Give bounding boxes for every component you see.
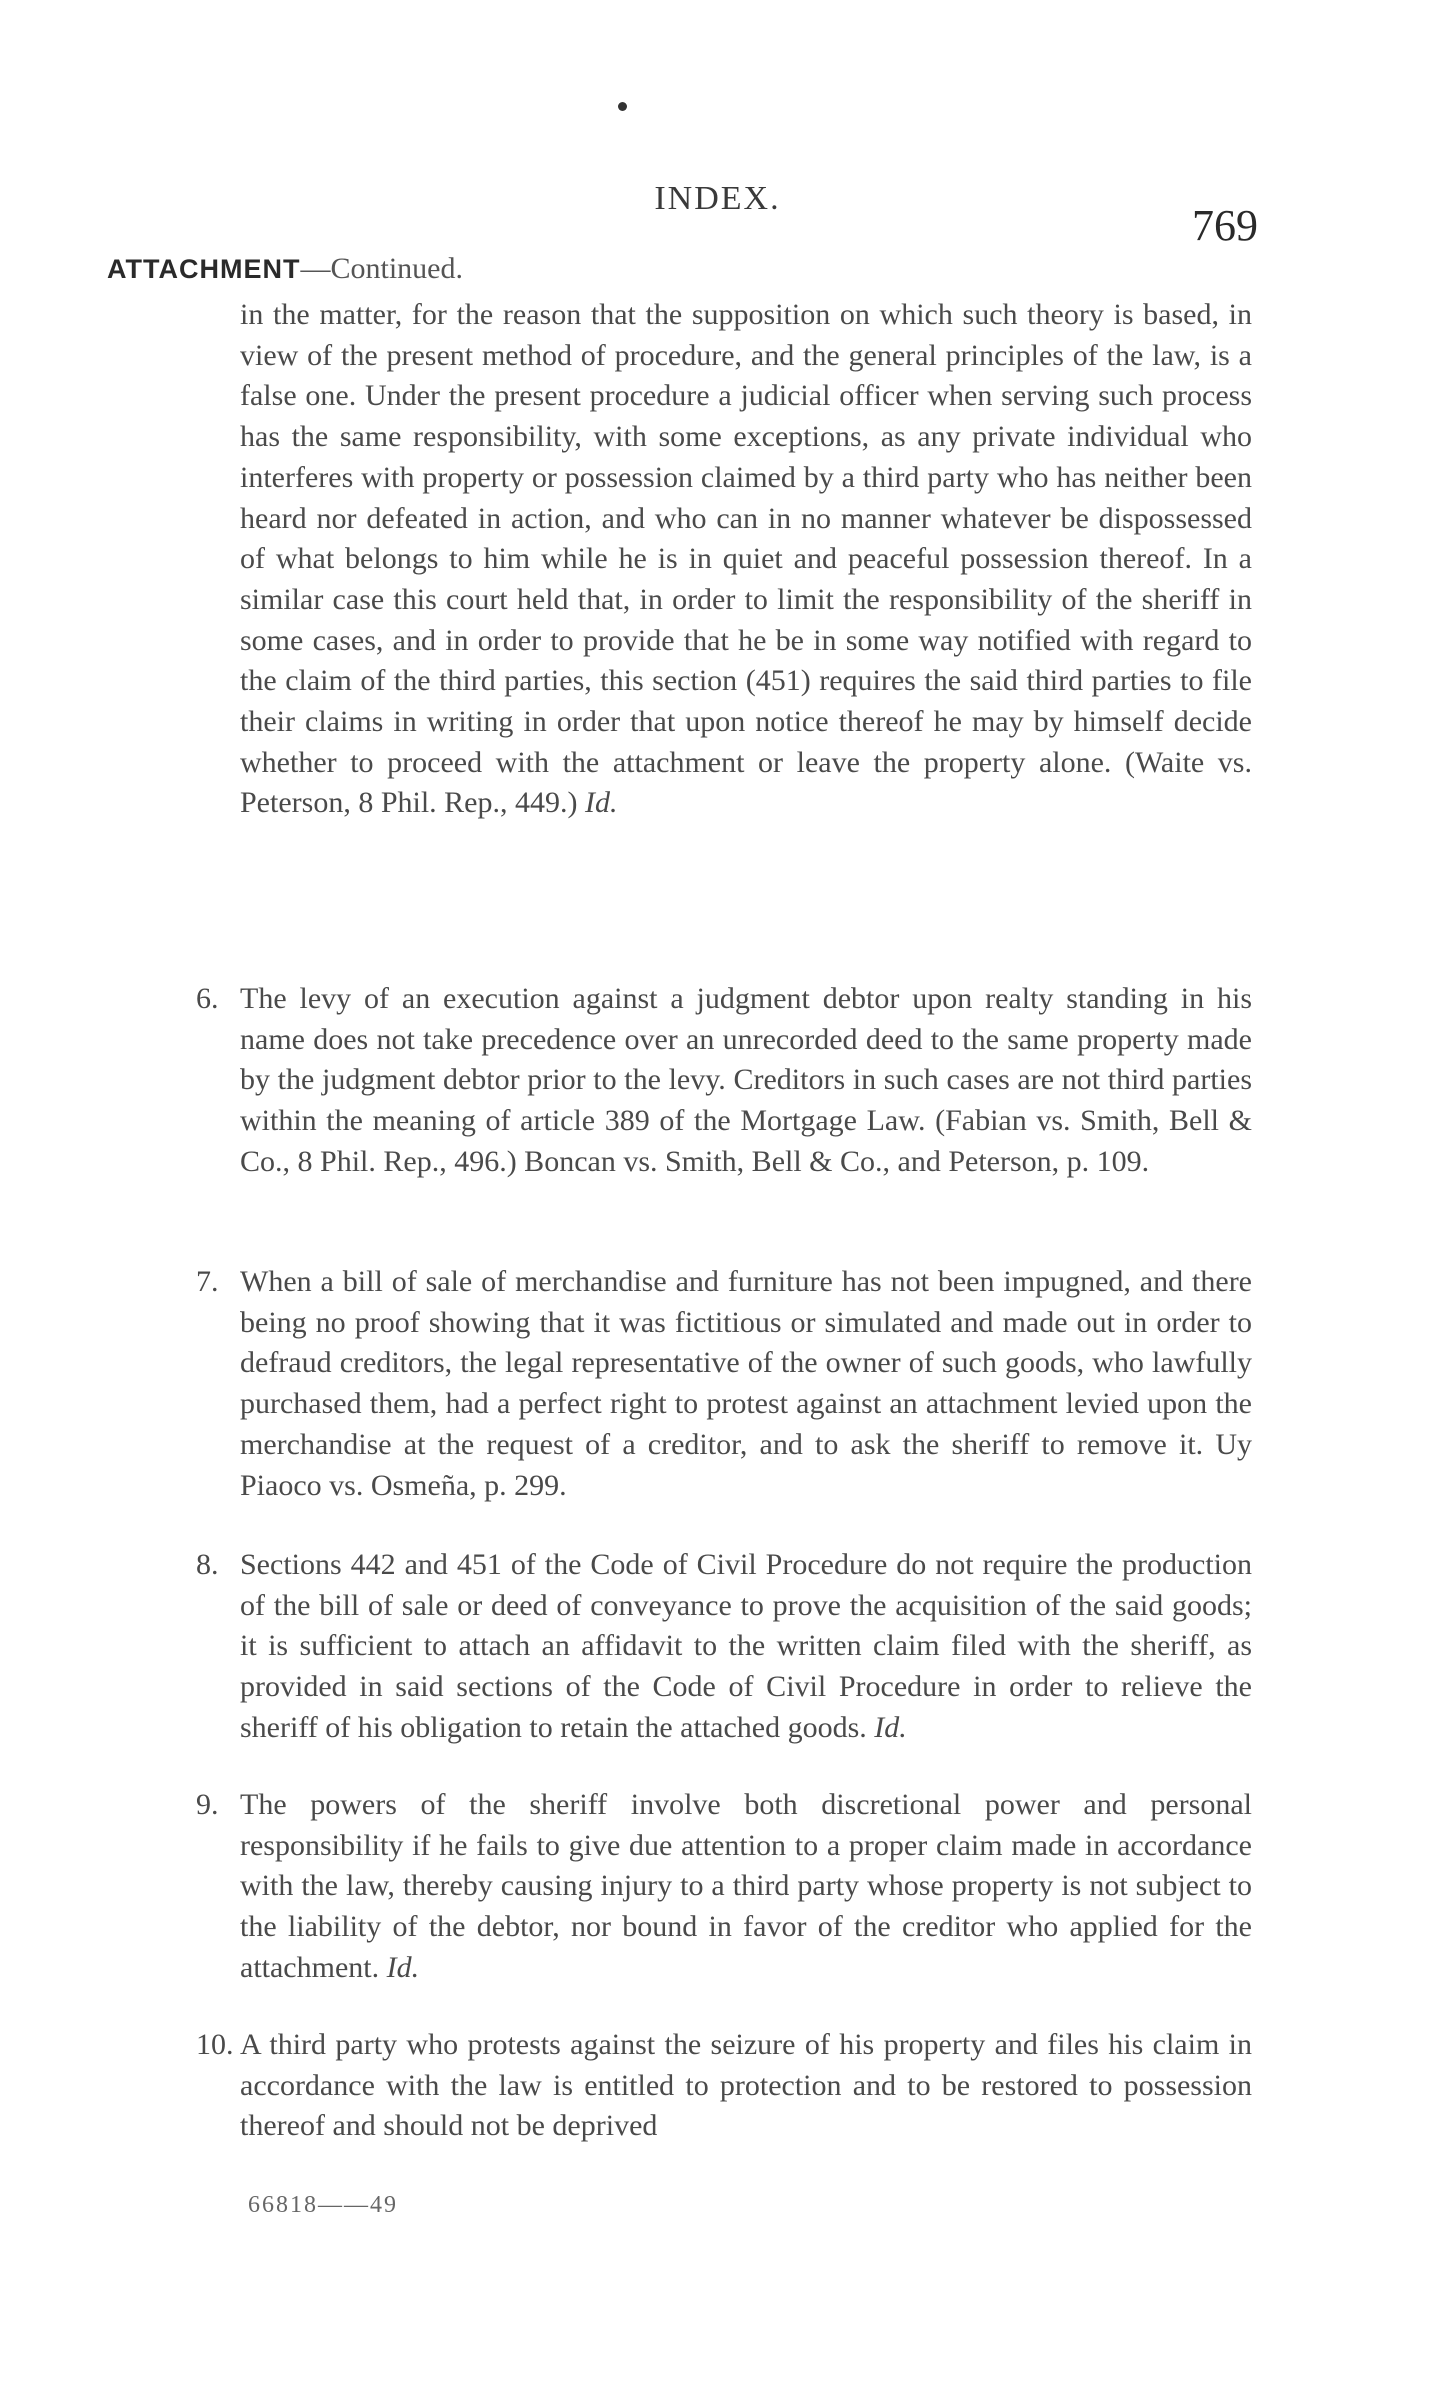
index-entry: [196, 979, 1252, 1183]
entry-number: 9.: [196, 1788, 219, 1821]
section-keyword: ATTACHMENT: [107, 254, 301, 284]
entry-text: The powers of the sheriff involve both discretional power and personal responsibility if he fails to give due attention to a proper claim made in accordance with the law, thereby causing injury to a third party whose property is not subject to the liability of the debtor, nor bound in favor of the creditor who applied for the attachment.: [240, 1788, 1252, 1984]
entry-text: The levy of an execution against a judgment debtor upon realty standing in his name does not take precedence over an unrecorded deed to the same property made by the judgment debtor prior to the levy. Creditors in such cases are not third parties within the meaning of article 389 of the Mortgage Law. (Fabian vs. Smith, Bell & Co., 8 Phil. Rep., 496.) Boncan vs. Smith, Bell & Co., and Peterson, p. 109.: [240, 982, 1252, 1178]
continuation-text: in the matter, for the reason that the supposition on which such theory is based, in view of the present method of procedure, and the general principles of the law, is a false one. Under the present procedure a judicial officer when serving such process has the same responsibility, with some exceptions, as any private individual who interferes with property or possession claimed by a third party who has neither been heard nor defeated in action, and who can in no manner whatever be dispossessed of what belongs to him while he is in quiet and peaceful possession thereof. In a similar case this court held that, in order to limit the responsibility of the sheriff in some cases, and in order to provide that he be in some way notified with regard to the claim of the third parties, this section (451) requires the said third parties to file their claims in writing in order that upon notice thereof he may by himself decide whether to proceed with the attachment or leave the property alone. (Waite vs. Peterson, 8 Phil. Rep., 449.): [240, 298, 1252, 820]
entry-number: 6.: [196, 982, 219, 1015]
page-number: 769: [1192, 201, 1258, 250]
index-entry: [196, 2025, 1252, 2147]
section-heading: [107, 252, 463, 286]
ink-dot-mark: [618, 102, 627, 111]
running-header-title: INDEX.: [654, 180, 781, 217]
continuation-paragraph: [240, 295, 1252, 824]
entry-citation: Id.: [874, 1710, 907, 1744]
entry-text-wrap: [240, 1545, 1252, 1749]
entry-text-wrap: [240, 1785, 1252, 1989]
entry-text: When a bill of sale of merchandise and furniture has not been impugned, and there being no proof showing that it was fictitious or simulated and made out in order to defraud creditors, the legal representative of the owner of such goods, who lawfully purchased them, had a perfect right to protest against an attachment levied upon the merchandise at the request of a creditor, and to ask the sheriff to remove it. Uy Piaoco vs. Osmeña, p. 299.: [240, 1265, 1252, 1502]
section-continued-label: —Continued.: [300, 252, 463, 285]
entry-number: 7.: [196, 1265, 219, 1298]
entry-citation: Id.: [386, 1950, 420, 1984]
index-entry: [196, 1262, 1252, 1506]
entry-text: Sections 442 and 451 of the Code of Civil Procedure do not require the production of the bill of sale or deed of conveyance to prove the acquisition of the said goods; it is sufficient to attach an affidavit to the written claim filed with the sheriff, as provided in said sections of the Code of Civil Procedure in order to relieve the sheriff of his obligation to retain the attached goods.: [240, 1548, 1252, 1744]
index-entry: [196, 1545, 1252, 1749]
printer-signature-mark: 66818——49: [248, 2192, 398, 2218]
index-entry: [196, 1785, 1252, 1989]
entry-text: A third party who protests against the seizure of his property and files his claim in accordance with the law is entitled to protection and to be restored to possession thereof and should not be deprived: [240, 2028, 1252, 2143]
continuation-citation: Id.: [585, 786, 618, 820]
entry-number: 8.: [196, 1548, 219, 1581]
entry-number: 10.: [196, 2028, 234, 2061]
